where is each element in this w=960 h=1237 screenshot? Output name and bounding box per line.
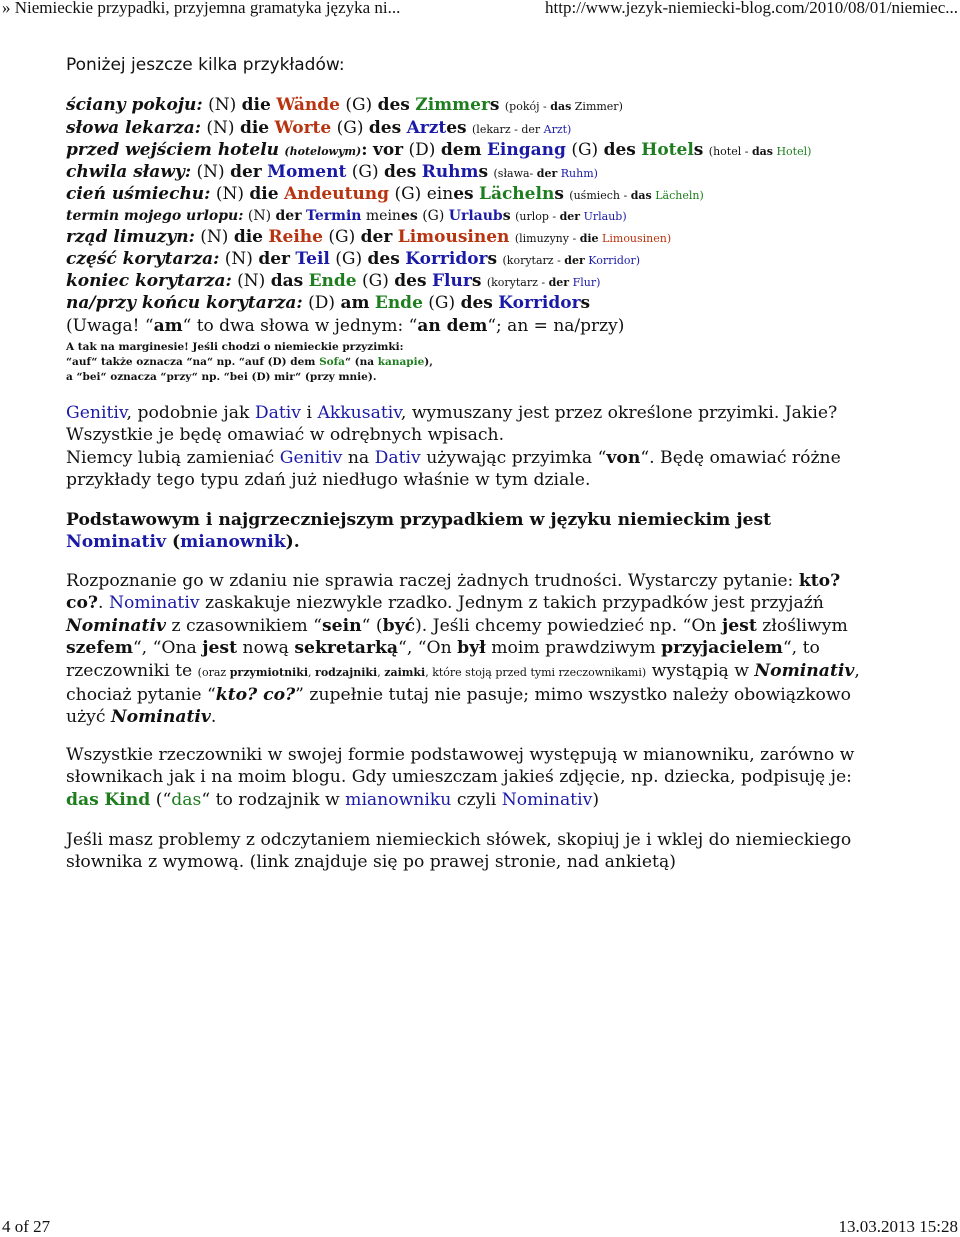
- example-row: termin mojego urlopu: (N) der Termin meines (G) Urlaubs (urlop - der Urlaub): [66, 208, 627, 224]
- example-row: rząd limuzyn: (N) die Reihe (G) der Limousinen (limuzyny - die Limousinen): [66, 227, 672, 247]
- page-footer-pagenum: 4 of 27: [2, 1217, 51, 1236]
- margin-note-line: A tak na marginesie! Jeśli chodzi o niemieckie przyzimki:: [66, 341, 404, 353]
- example-row: cień uśmiechu: (N) die Andeutung (G) eines Lächelns (uśmiech - das Lächeln): [66, 184, 704, 204]
- paragraph-prepositions: Genitiv, podobnie jak Dativ i Akkusativ, wymuszany jest przez określone przyimki. Jakie? Wszystkie je będę omawiać w odrębnych wpisach. Niemcy lubią zamieniać Genitiv na Dativ używając przyimka “von“. Będę omawiać różne przykłady tego typu zdań już niedługo właśnie w tym dziale.: [66, 403, 841, 491]
- paragraph-recognition: Rozpoznanie go w zdaniu nie sprawia raczej żadnych trudności. Wystarczy pytanie: kto? co?. Nominativ zaskakuje niezwykle rzadko. Jednym z takich przypadków jest przyjaźń Nominativ z czasownikiem “sein“ (być). Jeśli chcemy powiedzieć np. “On jest złośliwym szefem“, “Ona jest nową sekretarką“, “On był moim prawdziwym przyjacielem“, to rzeczowniki te (oraz przymiotniki, rodzajniki, zaimki, które stoją przed tymi rzeczownikami) wystąpią w Nominativ, chociaż pytanie “kto? co?” zupełnie tutaj nie pasuje; mimo wszystko należy obowiązkowo użyć Nominativ.: [66, 571, 860, 728]
- example-row: przed wejściem hotelu (hotelowym): vor (D) dem Eingang (G) des Hotels (hotel - das Hotel): [66, 140, 812, 160]
- note-uwaga: (Uwaga! “am“ to dwa słowa w jednym: “an dem“; an = na/przy): [66, 316, 625, 336]
- example-row: koniec korytarza: (N) das Ende (G) des Flurs (korytarz - der Flur): [66, 271, 601, 291]
- example-row: na/przy końcu korytarza: (D) am Ende (G) des Korridors: [66, 293, 591, 313]
- example-row: ściany pokoju: (N) die Wände (G) des Zimmers (pokój - das Zimmer): [66, 95, 623, 115]
- margin-note-line: a “bei“ oznacza “przy“ np. “bei (D) mir“ (przy mnie).: [66, 371, 377, 383]
- paragraph-pronunciation-tip: Jeśli masz problemy z odczytaniem niemieckich słówek, skopiuj je i wklej do niemieckiego słownika z wymową. (link znajduje się po prawej stronie, nad ankietą): [66, 830, 852, 873]
- example-row: część korytarza: (N) der Teil (G) des Korridors (korytarz - der Korridor): [66, 249, 641, 269]
- margin-note-line: “auf“ także oznacza “na“ np. “auf (D) dem Sofa“ (na kanapie),: [66, 356, 433, 368]
- paragraph-dictionary-form: Wszystkie rzeczowniki w swojej formie podstawowej występują w mianowniku, zarówno w słownikach jak i na moim blogu. Gdy umieszczam jakieś zdjęcie, np. dziecka, podpisuję je: das Kind (“das“ to rodzajnik w mianowniku czyli Nominativ): [66, 745, 855, 810]
- example-row: słowa lekarza: (N) die Worte (G) des Arztes (lekarz - der Arzt): [66, 118, 572, 138]
- page-header-url: http://www.jezyk-niemiecki-blog.com/2010/08/01/niemiec...: [545, 0, 958, 17]
- page-footer-date: 13.03.2013 15:28: [838, 1217, 958, 1236]
- intro-text: Poniżej jeszcze kilka przykładów:: [66, 55, 345, 75]
- paragraph-nominativ-heading: Podstawowym i najgrzeczniejszym przypadkiem w języku niemieckim jest Nominativ (mianownik).: [66, 510, 772, 553]
- page-header-title: » Niemieckie przypadki, przyjemna gramatyka języka ni...: [2, 0, 401, 17]
- example-row: chwila sławy: (N) der Moment (G) des Ruhms (sława- der Ruhm): [66, 162, 598, 182]
